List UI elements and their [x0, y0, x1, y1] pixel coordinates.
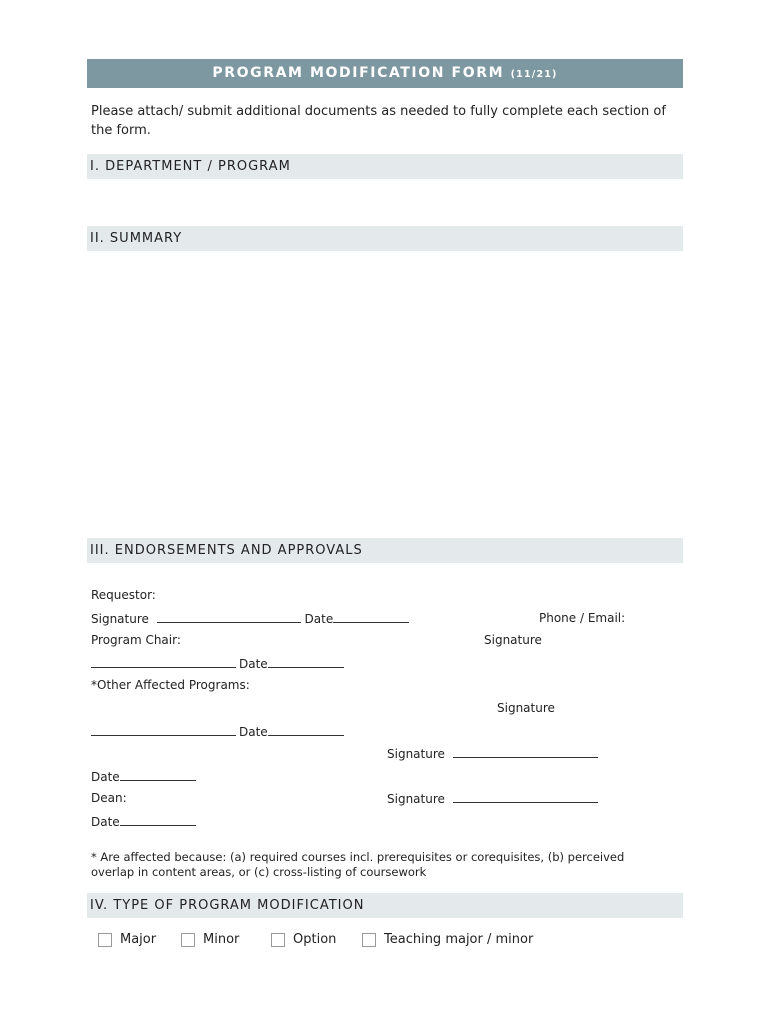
- other-affected-signature-label: Signature: [497, 701, 555, 715]
- other-affected-signature-row-2: [387, 745, 598, 762]
- other-affected-signature-line[interactable]: [91, 723, 236, 736]
- form-title-text: PROGRAM MODIFICATION FORM: [212, 65, 505, 81]
- date-label: Date: [304, 612, 334, 626]
- option-label: Option: [293, 932, 337, 947]
- option-teaching-major-minor[interactable]: [362, 932, 533, 947]
- other-affected-date-row-2: [91, 768, 196, 785]
- section-summary-header: II. SUMMARY: [87, 226, 683, 251]
- other-affected-date-row: [91, 723, 344, 740]
- date-label: Date: [91, 815, 120, 829]
- option-minor[interactable]: [181, 932, 239, 947]
- signature-label: Signature: [91, 612, 149, 626]
- affected-note: * Are affected because: (a) required courses incl. prerequisites or corequisites, (b) perceived overlap in content areas, or (c) cross-listing of coursework: [91, 850, 625, 879]
- date-label: Date: [239, 657, 268, 671]
- program-chair-label: Program Chair:: [91, 633, 181, 647]
- checkbox-icon[interactable]: [362, 933, 376, 947]
- dean-signature-row: [387, 790, 598, 807]
- other-affected-date-line-2[interactable]: [120, 768, 196, 781]
- checkbox-icon[interactable]: [271, 933, 285, 947]
- date-label: Date: [91, 770, 120, 784]
- dean-signature-line[interactable]: [453, 790, 598, 803]
- phone-email-label: Phone / Email:: [539, 611, 626, 625]
- form-version: (11/21): [510, 69, 558, 80]
- option-major[interactable]: [98, 932, 156, 947]
- other-affected-date-line[interactable]: [268, 723, 344, 736]
- other-affected-signature-line-2[interactable]: [453, 745, 598, 758]
- option-label: Major: [120, 932, 157, 947]
- signature-label: Signature: [387, 792, 445, 806]
- program-chair-date-row: [91, 655, 344, 672]
- other-affected-label: *Other Affected Programs:: [91, 678, 250, 692]
- checkbox-icon[interactable]: [98, 933, 112, 947]
- form-title: [87, 59, 683, 88]
- intro-text: Please attach/ submit additional documents as needed to fully complete each section of the form.: [91, 104, 666, 138]
- requestor-date-line[interactable]: [333, 610, 409, 623]
- program-chair-date-line[interactable]: [268, 655, 344, 668]
- requestor-signature-line[interactable]: [157, 610, 301, 623]
- option-label: Teaching major / minor: [384, 932, 534, 947]
- dean-date-line[interactable]: [120, 813, 196, 826]
- requestor-label: Requestor:: [91, 588, 156, 602]
- dean-label: Dean:: [91, 791, 127, 805]
- section-endorsements-header: III. ENDORSEMENTS AND APPROVALS: [87, 538, 683, 563]
- signature-label: Signature: [387, 747, 445, 761]
- requestor-signature-row: [91, 610, 409, 627]
- program-chair-signature-label: Signature: [484, 633, 542, 647]
- date-label: Date: [239, 725, 268, 739]
- program-chair-signature-line[interactable]: [91, 655, 236, 668]
- checkbox-icon[interactable]: [181, 933, 195, 947]
- section-type-header: IV. TYPE OF PROGRAM MODIFICATION: [87, 893, 683, 918]
- section-department-header: I. DEPARTMENT / PROGRAM: [87, 154, 683, 179]
- option-label: Minor: [203, 932, 240, 947]
- dean-date-row: [91, 813, 196, 830]
- option-option[interactable]: [271, 932, 336, 947]
